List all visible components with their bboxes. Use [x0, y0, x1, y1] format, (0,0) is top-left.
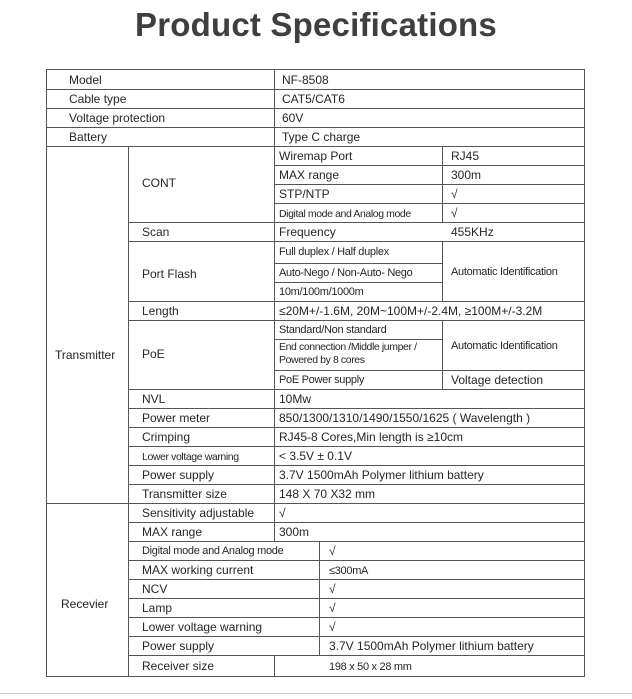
cont-item-value: 300m [451, 168, 482, 182]
crimping-label: Crimping [142, 430, 191, 444]
voltage-protection-label: Voltage protection [69, 111, 166, 125]
cont-item-name: MAX range [279, 168, 340, 182]
cont-item-value: RJ45 [451, 149, 480, 163]
receiver-lower-voltage-label: Lower voltage warning [142, 620, 263, 634]
transmitter-size-label: Transmitter size [142, 487, 227, 501]
max-current-label: MAX working current [142, 563, 254, 577]
poe-standard: Standard/Non standard [279, 324, 387, 336]
battery-label: Battery [69, 130, 108, 144]
cont-item-name: Wiremap Port [279, 149, 353, 163]
poe-end-connection: End connection /Middle jumper / [279, 341, 417, 353]
nvl-label: NVL [142, 392, 166, 406]
receiver-power-supply-value: 3.7V 1500mAh Polymer lithium battery [329, 639, 534, 653]
receiver-label: Recevier [61, 597, 109, 611]
cont-label: CONT [142, 176, 176, 190]
model-value: NF-8508 [282, 73, 329, 87]
battery-value: Type C charge [282, 130, 361, 144]
transmitter-size-value: 148 X 70 X32 mm [279, 487, 376, 501]
bottom-divider [0, 693, 632, 694]
scan-name: Frequency [279, 225, 336, 239]
power-meter-label: Power meter [142, 411, 211, 425]
max-range-value: 300m [279, 525, 310, 539]
cont-item-value: √ [451, 206, 458, 220]
lamp-label: Lamp [142, 601, 173, 615]
sensitivity-value: √ [279, 506, 286, 520]
model-label: Model [69, 73, 102, 87]
port-flash-item: Auto-Nego / Non-Auto- Nego [279, 267, 413, 279]
voltage-protection-value: 60V [282, 111, 304, 125]
scan-value: 455KHz [451, 225, 494, 239]
poe-auto-identification: Automatic Identification [451, 340, 558, 352]
port-flash-value: Automatic Identification [451, 266, 558, 278]
page-title: Product Specifications [135, 6, 497, 43]
lower-voltage-label: Lower voltage warning [142, 451, 239, 463]
poe-end-connection-cont: Powered by 8 cores [279, 354, 365, 366]
length-value: ≤20M+/-1.6M, 20M~100M+/-2.4M, ≥100M+/-3.2M [279, 304, 543, 318]
poe-power-supply: PoE Power supply [279, 374, 365, 386]
port-flash-label: Port Flash [142, 267, 197, 281]
cont-item-name: Digital mode and Analog mode [279, 208, 411, 220]
power-supply-label: Power supply [142, 468, 215, 482]
cable-type-value: CAT5/CAT6 [282, 92, 345, 106]
max-current-value: ≤300mA [329, 565, 369, 577]
receiver-power-supply-label: Power supply [142, 639, 215, 653]
cont-item-name: STP/NTP [279, 187, 330, 201]
digital-analog-value: √ [329, 544, 336, 558]
power-meter-value: 850/1300/1310/1490/1550/1625 ( Wavelength ) [279, 411, 531, 425]
max-range-label: MAX range [142, 525, 203, 539]
crimping-value: RJ45-8 Cores,Min length is ≥10cm [279, 430, 463, 444]
lamp-value: √ [329, 601, 336, 615]
scan-label: Scan [142, 225, 170, 239]
digital-analog-label: Digital mode and Analog mode [142, 545, 284, 557]
transmitter-label: Transmitter [55, 348, 116, 362]
lower-voltage-value: < 3.5V ± 0.1V [279, 449, 352, 463]
nvl-value: 10Mw [279, 392, 312, 406]
ncv-label: NCV [142, 582, 168, 596]
port-flash-item: Full duplex / Half duplex [279, 246, 389, 258]
port-flash-item: 10m/100m/1000m [279, 286, 364, 298]
receiver-size-value: 198 x 50 x 28 mm [329, 661, 412, 673]
length-label: Length [142, 304, 179, 318]
poe-label: PoE [142, 347, 165, 361]
receiver-size-label: Receiver size [142, 659, 215, 673]
cont-item-value: √ [451, 187, 458, 201]
cable-type-label: Cable type [69, 92, 127, 106]
ncv-value: √ [329, 582, 336, 596]
sensitivity-label: Sensitivity adjustable [142, 506, 255, 520]
poe-voltage-detection: Voltage detection [451, 373, 544, 387]
power-supply-value: 3.7V 1500mAh Polymer lithium battery [279, 468, 484, 482]
receiver-lower-voltage-value: √ [329, 620, 336, 634]
spec-table [46, 69, 585, 677]
